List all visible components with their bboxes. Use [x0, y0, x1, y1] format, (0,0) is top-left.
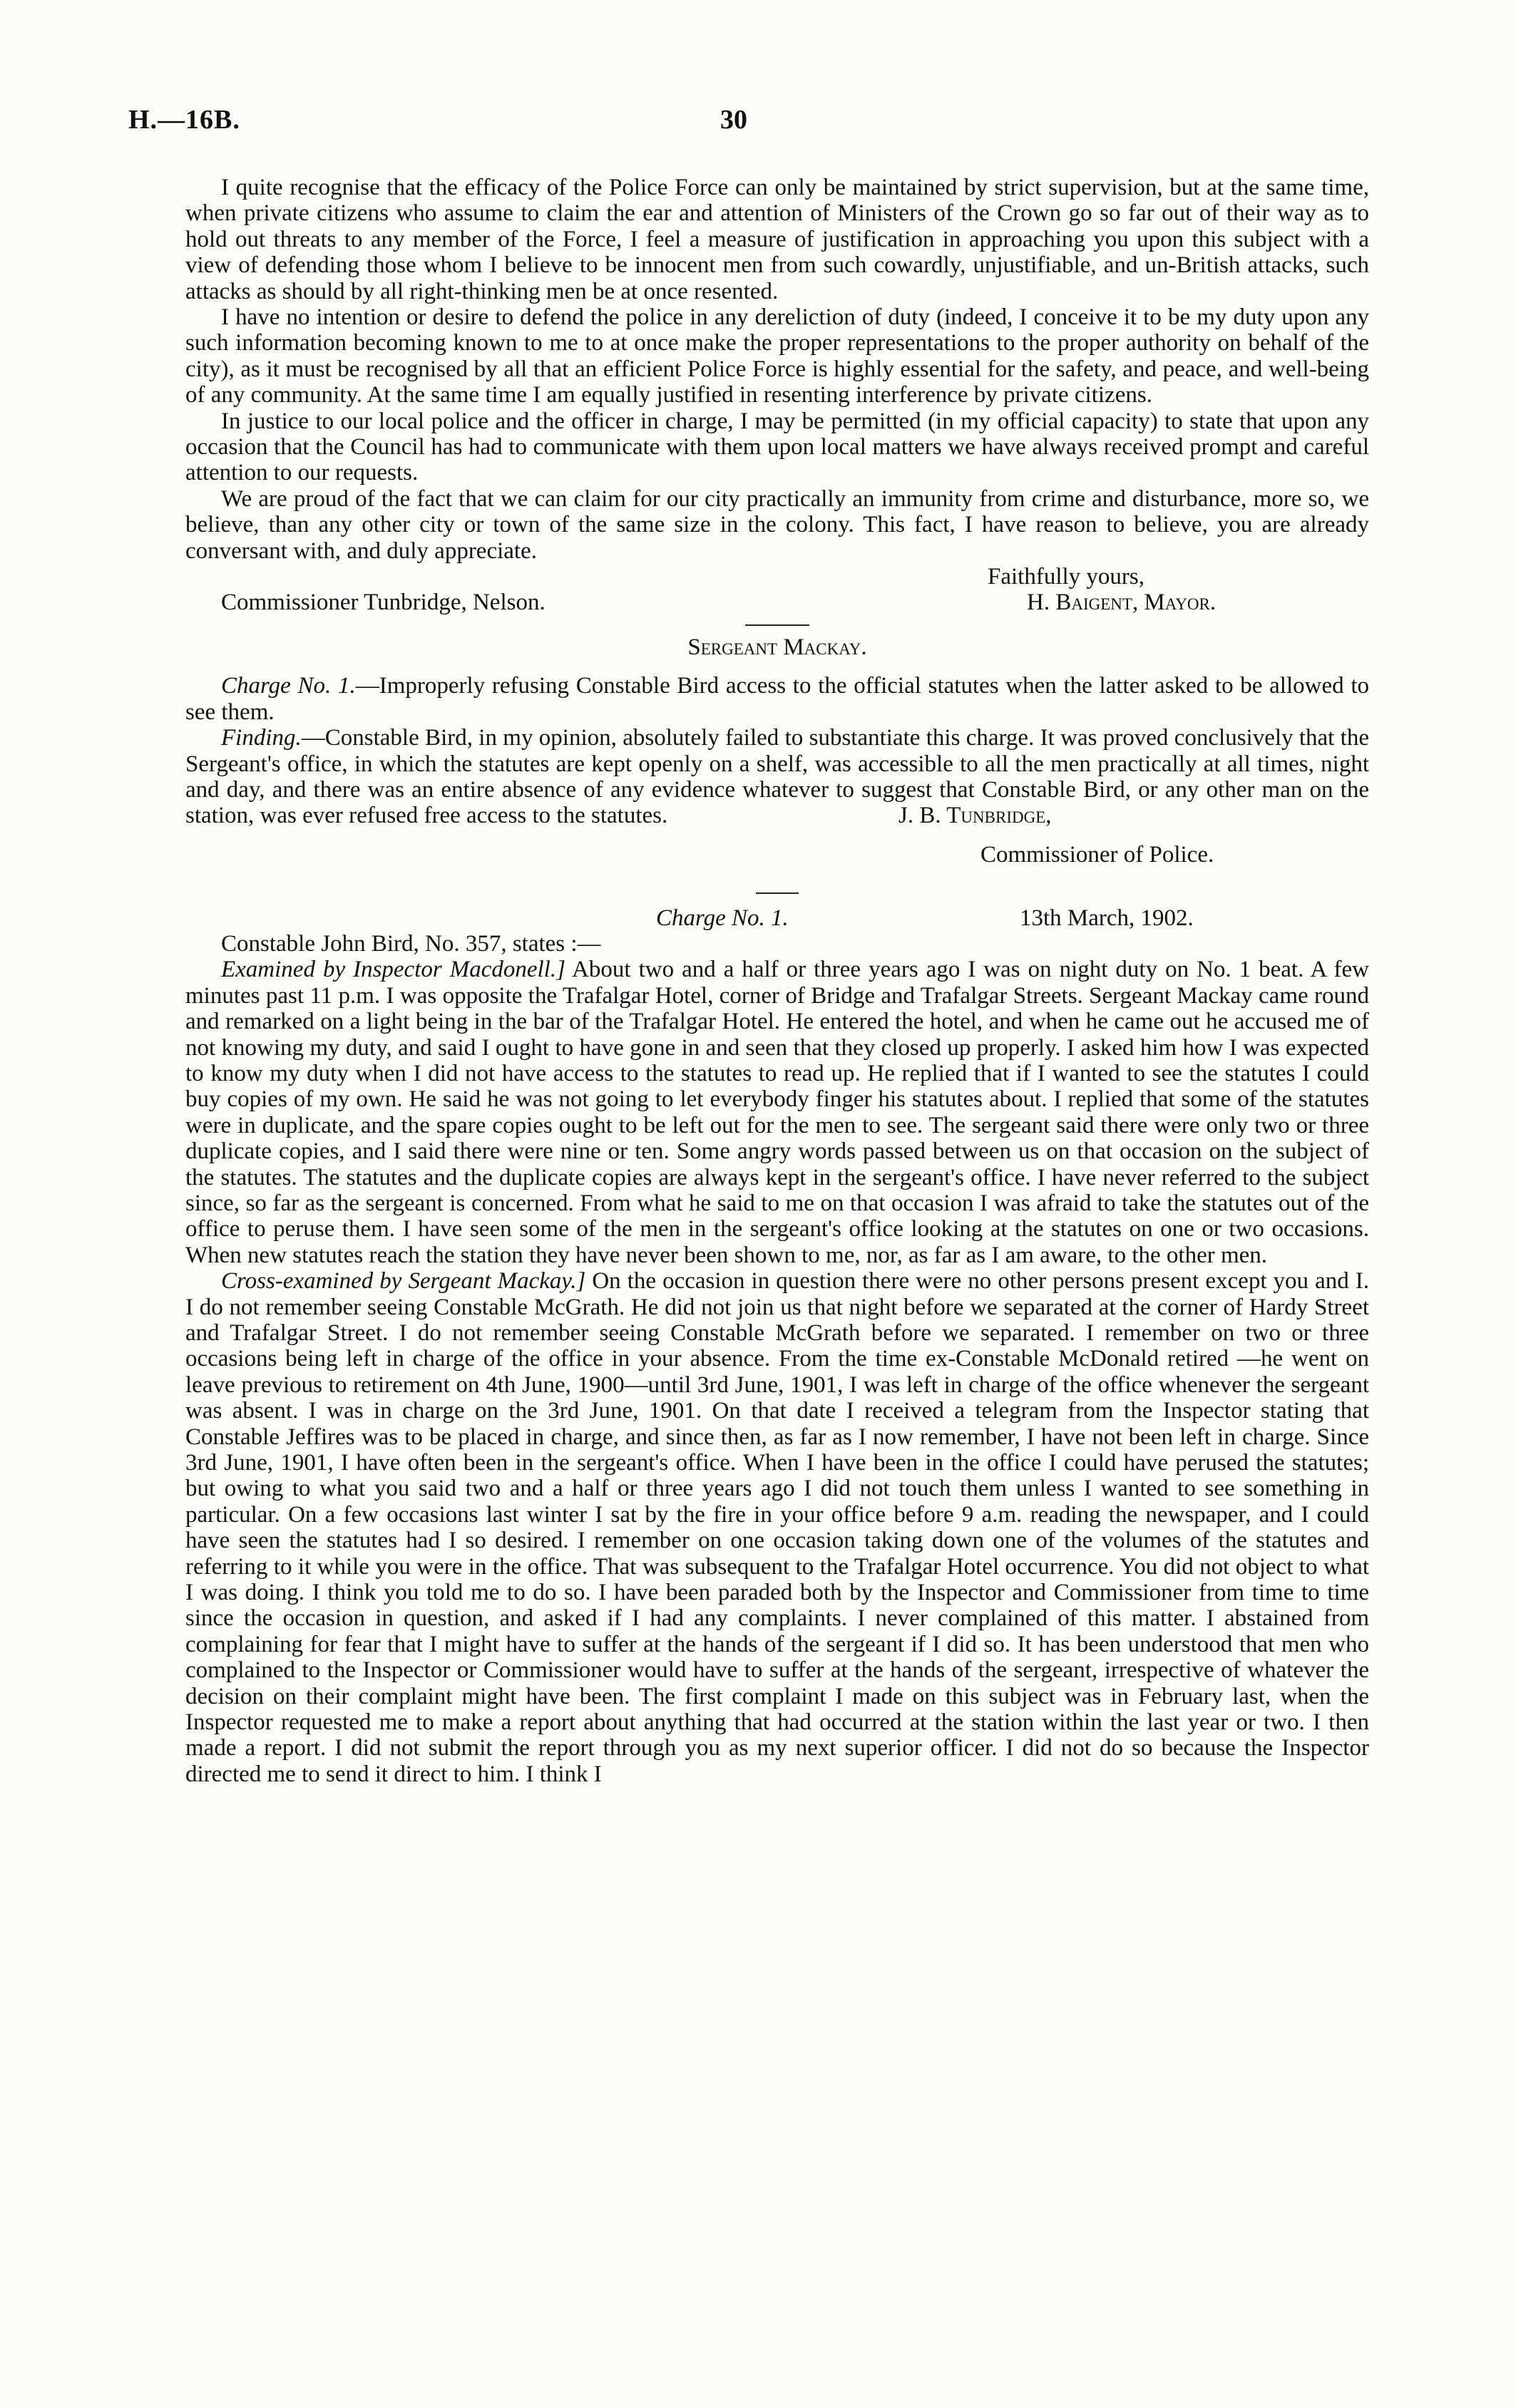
cross-examination-label: Cross-examined by Sergeant Mackay.] [221, 1268, 586, 1295]
letter-closing-line [185, 564, 1369, 590]
witness-line: Constable John Bird, No. 357, states :— [221, 930, 601, 957]
sergeant-mackay-section [185, 634, 1369, 881]
evidence-date: 13th March, 1902. [1020, 905, 1194, 931]
examination-label: Examined by Inspector Macdonell.] [221, 957, 565, 983]
evidence-section [185, 905, 1369, 1788]
commissioner-title: Commissioner of Police. [980, 842, 1214, 868]
document-code: H.—16B. [128, 105, 240, 135]
commissioner-name: J. B. Tunbridge, [898, 803, 1052, 829]
letter-signature-line [185, 590, 1369, 615]
cross-examination-text: On the occasion in question there were no other persons present except you and I. I do not remember seeing Constable McGrath. He did not join us that night before we separated at the corner of Hardy Street and Trafalgar Street. I do not remember seeing Constable McGrath before we separated. I remember on two or three occasions being left in charge of the office in your absence. From the time ex-Constable McDonald retired —he went on leave previous to retirement on 4th June, 1900—until 3rd June, 1901, I was left in charge of the office whenever the sergeant was absent. I was in charge on the 3rd June, 1901. On that date I received a telegram from the Inspector stating that Constable Jeffires was to be placed in charge, and since then, as far as I now remember, I have not been left in charge. Since 3rd June, 1901, I have often been in the sergeant's office. When I have been in the office I could have perused the statutes; but owing to what you said two and a half or three years ago I did not touch them unless I wanted to see something in particular. On a few occasions last winter I sat by the fire in your office before 9 a.m. reading the newspaper, and I could have seen the statutes had I so desired. I remember on one occasion taking down one of the volumes of the statutes and referring to it while you were in the office. That was subsequent to the Trafalgar Hotel occurrence. You did not object to what I was doing. I think you told me to do so. I have been paraded both by the Inspector and Commissioner from time to time since the occasion in question, and asked if I had any complaints. I never complained of this matter. I abstained from complaining for fear that I might have to suffer at the hands of the sergeant if I did so. It has been understood that men who complained to the Inspector or Commissioner would have to suffer at the hands of the sergeant, irrespective of whatever the decision on their complaint might have been. The first complaint I made on this subject was in February last, when the Inspector requested me to make a report about anything that had occurred at the station within the last year or two. I then made a report. I did not submit the report through you as my next superior officer. I did not do so because the Inspector directed me to send it direct to him. I think I [185, 1268, 1369, 1787]
charge-label: Charge No. 1. [221, 673, 356, 699]
finding-paragraph [185, 725, 1369, 829]
charge-text: —Improperly refusing Constable Bird access to the official statutes when the latter asked to be allowed to see them. [185, 673, 1369, 725]
letter-addressee: Commissioner Tunbridge, Nelson. [221, 590, 546, 616]
evidence-charge-heading: Charge No. 1. [656, 905, 789, 931]
page-header [128, 107, 1369, 143]
finding-text: —Constable Bird, in my opinion, absolutely failed to substantiate this charge. It was proved conclusively that the Sergeant's office, in which the statutes are kept openly on a shelf, was accessible to all the men practically at all times, night and day, and there was an entire absence of any evidence whatever to suggest that Constable Bird, or any other man on the station, was ever refused free access to the statutes. [185, 725, 1369, 829]
letter-signature: H. Baigent, Mayor. [1027, 590, 1217, 616]
page-number: 30 [720, 105, 747, 135]
charge-paragraph [185, 673, 1369, 725]
section-title: Sergeant Mackay. [687, 634, 867, 660]
examination-text: About two and a half or three years ago I was on night duty on No. 1 beat. A few minutes past 11 p.m. I was opposite the Trafalgar Hotel, corner of Bridge and Trafalgar Streets. Sergeant Mackay came round and remarked on a light being in the bar of the Trafalgar Hotel. He entered the hotel, and when he came out he accused me of not knowing my duty, and said I ought to have gone in and seen that they closed up properly. I asked him how I was expected to know my duty when I did not have access to the statutes to read up. He replied that if I wanted to see the statutes I could buy copies of my own. He said he was not going to let everybody finger his statutes about. I replied that some of the statutes were in duplicate, and the spare copies ought to be left out for the men to see. The sergeant said there were only two or three duplicate copies, and I said there were nine or ten. Some angry words passed between us on that occasion on the subject of the statutes. The statutes and the duplicate copies are always kept in the sergeant's office. I have never referred to the subject since, so far as the sergeant is concerned. From what he said to me on that occasion I was afraid to take the statutes out of the office to peruse them. I have seen some of the men in the sergeant's office looking at the statutes on one or two occasions. When new statutes reach the station they have never been shown to me, nor, as far as I am aware, to the other men. [185, 957, 1369, 1268]
finding-label: Finding. [221, 725, 302, 751]
letter-closing: Faithfully yours, [988, 564, 1144, 590]
evidence-divider [756, 892, 799, 894]
commissioner-title-line [185, 842, 1369, 880]
examination-paragraph [185, 957, 1369, 1268]
mayor-letter [185, 175, 1369, 616]
section-divider [745, 624, 809, 626]
letter-paragraph-4: We are proud of the fact that we can claim for our city practically an immunity from crime and disturbance, more so, we believe, than any other city or town of the same size in the colony. This fact, I have reason to believe, you are already conversant with, and duly appreciate. [185, 485, 1369, 564]
evidence-heading-line [185, 905, 1369, 931]
letter-paragraph-2: I have no intention or desire to defend the police in any dereliction of duty (indeed, I conceive it to be my duty upon any such information becoming known to me to at once make the proper representations to the proper authority on behalf of the city), as it must be recognised by all that an efficient Police Force is highly essential for the safety, and peace, and well-being of any community. At the same time I am equally justified in resenting interference by private citizens. [185, 304, 1369, 408]
cross-examination-paragraph [185, 1268, 1369, 1787]
letter-paragraph-1: I quite recognise that the efficacy of the Police Force can only be maintained by strict supervision, but at the same time, when private citizens who assume to claim the ear and attention of Ministers of the Crown go so far out of their way as to hold out threats to any member of the Force, I feel a measure of justification in approaching you upon this subject with a view of defending those whom I believe to be innocent men from such cowardly, unjustifiable, and un-British attacks, such attacks as should by all right-thinking men be at once resented. [185, 175, 1369, 304]
page-body [185, 175, 1369, 1787]
letter-paragraph-3: In justice to our local police and the officer in charge, I may be permitted (in my official capacity) to state that upon any occasion that the Council has had to communicate with them upon local matters we have always received prompt and careful attention to our requests. [185, 408, 1369, 486]
